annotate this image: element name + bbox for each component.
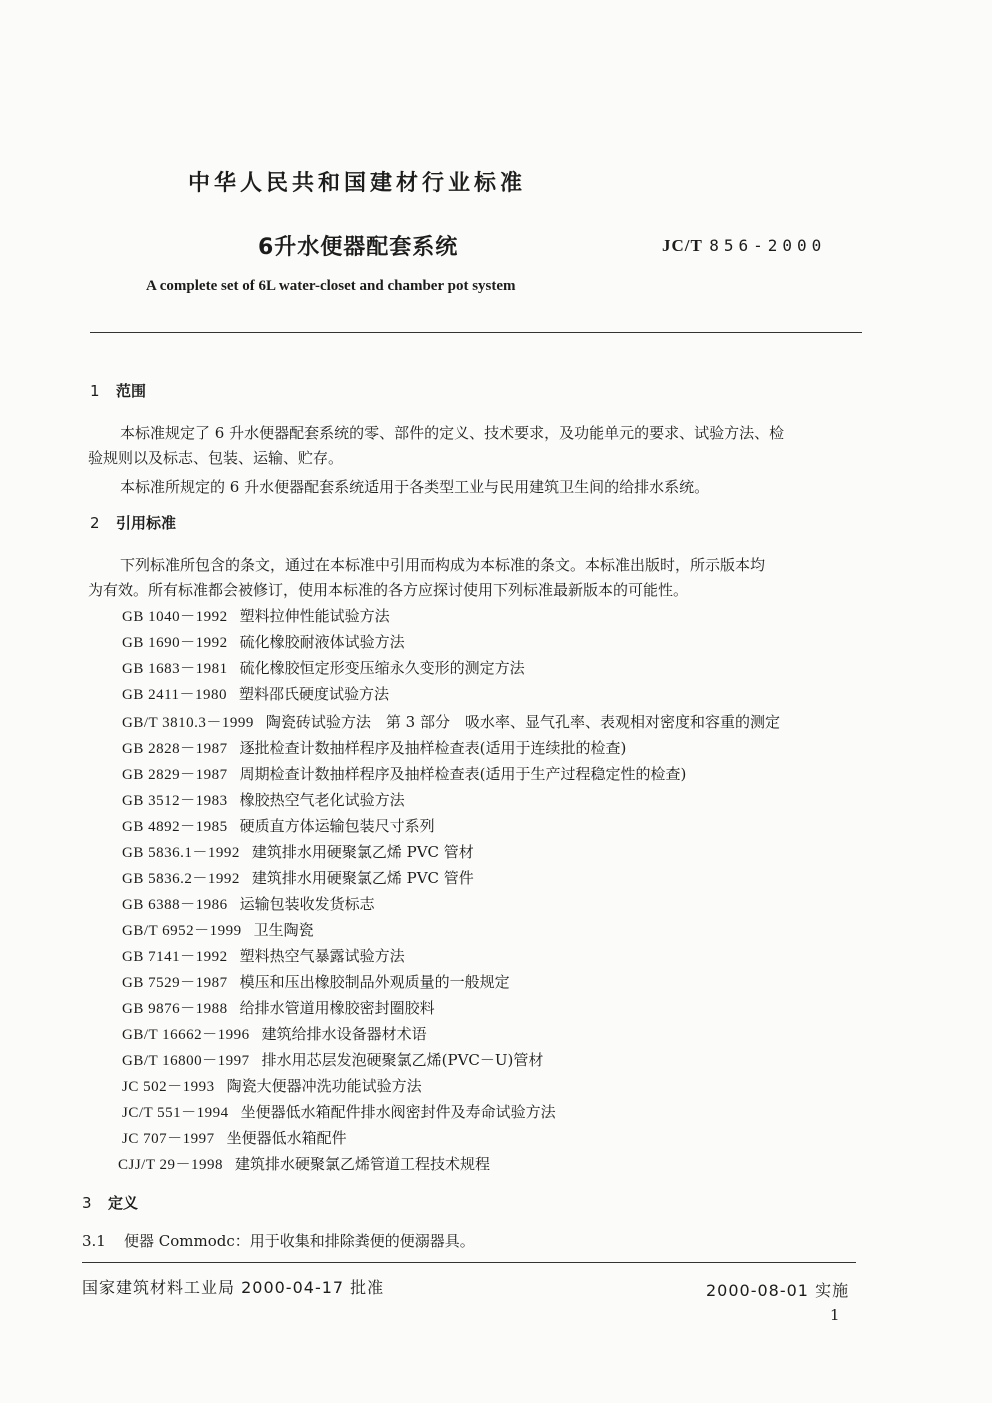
reference-item bbox=[122, 763, 686, 784]
issuing-authority: 中华人民共和国建材行业标准 bbox=[188, 171, 527, 196]
reference-item bbox=[122, 815, 435, 836]
reference-item bbox=[122, 1049, 543, 1070]
references-intro-line: 下列标准所包含的条文，通过在本标准中引用而构成为本标准的条文。本标准出版时，所示版本均 bbox=[120, 556, 766, 574]
reference-name: 建筑排水用硬聚氯乙烯 PVC 管件 bbox=[251, 869, 474, 887]
standard-code-number: 856-2000 bbox=[709, 236, 827, 255]
reference-item bbox=[122, 867, 474, 888]
scope-paragraph-line: 验规则以及标志、包装、运输、贮存。 bbox=[88, 449, 344, 467]
section-title: 引用标准 bbox=[116, 514, 177, 532]
reference-code: GB 6388－1986 bbox=[122, 897, 228, 913]
reference-name: 周期检查计数抽样程序及抽样检查表(适用于生产过程稳定性的检查) bbox=[239, 765, 687, 783]
reference-code: JC 707－1997 bbox=[122, 1131, 215, 1147]
english-subtitle: A complete set of 6L water-closet and chamber pot system bbox=[146, 278, 516, 294]
page-number: 1 bbox=[830, 1306, 840, 1324]
reference-name: 橡胶热空气老化试验方法 bbox=[239, 791, 405, 809]
section-title: 定义 bbox=[108, 1194, 139, 1212]
reference-name: 建筑给排水设备器材术语 bbox=[261, 1025, 427, 1043]
reference-name: 建筑排水用硬聚氯乙烯 PVC 管材 bbox=[251, 843, 474, 861]
reference-item bbox=[122, 1023, 427, 1044]
reference-name: 塑料邵氏硬度试验方法 bbox=[239, 685, 390, 703]
reference-item bbox=[122, 683, 389, 704]
reference-name: 硫化橡胶耐液体试验方法 bbox=[239, 633, 405, 651]
reference-item bbox=[122, 971, 510, 992]
reference-code: GB 2411－1980 bbox=[122, 687, 228, 703]
reference-name: 运输包装收发货标志 bbox=[239, 895, 375, 913]
reference-name: 卫生陶瓷 bbox=[253, 921, 314, 939]
reference-name: 硬质直方体运输包装尺寸系列 bbox=[239, 817, 435, 835]
footer-divider bbox=[82, 1262, 856, 1263]
reference-item bbox=[122, 1075, 422, 1096]
implementation-date: 2000-08-01 实施 bbox=[706, 1281, 850, 1300]
reference-item bbox=[118, 1153, 490, 1174]
section-title: 范围 bbox=[116, 382, 147, 400]
header-divider bbox=[90, 332, 862, 333]
reference-code: GB/T 16800－1997 bbox=[122, 1053, 250, 1069]
reference-item bbox=[122, 893, 375, 914]
reference-code: CJJ/T 29－1998 bbox=[118, 1157, 223, 1173]
section-heading-references bbox=[90, 512, 176, 533]
section-number: 2 bbox=[90, 514, 100, 532]
reference-item bbox=[122, 945, 405, 966]
reference-item bbox=[122, 997, 435, 1018]
definition-number: 3.1 bbox=[82, 1232, 106, 1250]
reference-item bbox=[122, 711, 780, 732]
reference-name: 模压和压出橡胶制品外观质量的一般规定 bbox=[239, 973, 510, 991]
reference-code: GB 5836.2－1992 bbox=[122, 871, 240, 887]
reference-code: GB 5836.1－1992 bbox=[122, 845, 240, 861]
section-heading-definitions bbox=[82, 1192, 138, 1213]
scope-paragraph: 本标准所规定的 6 升水便器配套系统适用于各类型工业与民用建筑卫生间的给排水系统。 bbox=[120, 478, 710, 496]
standard-code-prefix: JC/T bbox=[662, 236, 703, 255]
reference-name: 硫化橡胶恒定形变压缩永久变形的测定方法 bbox=[239, 659, 525, 677]
reference-name: 建筑排水硬聚氯乙烯管道工程技术规程 bbox=[235, 1155, 491, 1173]
reference-name: 给排水管道用橡胶密封圈胶料 bbox=[239, 999, 435, 1017]
reference-item bbox=[122, 1101, 556, 1122]
section-number: 1 bbox=[90, 382, 100, 400]
reference-code: GB 1040－1992 bbox=[122, 609, 228, 625]
reference-code: GB 9876－1988 bbox=[122, 1001, 228, 1017]
reference-item bbox=[122, 919, 314, 940]
reference-code: GB 7529－1987 bbox=[122, 975, 228, 991]
standard-code bbox=[662, 236, 826, 256]
reference-item bbox=[122, 657, 525, 678]
reference-name: 排水用芯层发泡硬聚氯乙烯(PVC－U)管材 bbox=[261, 1051, 544, 1069]
reference-item bbox=[122, 605, 390, 626]
reference-code: JC/T 551－1994 bbox=[122, 1105, 229, 1121]
reference-item bbox=[122, 631, 405, 652]
section-number: 3 bbox=[82, 1194, 92, 1212]
definition-item bbox=[82, 1230, 475, 1251]
reference-code: JC 502－1993 bbox=[122, 1079, 215, 1095]
reference-name: 陶瓷大便器冲洗功能试验方法 bbox=[226, 1077, 422, 1095]
reference-code: GB 1683－1981 bbox=[122, 661, 228, 677]
reference-code: GB 2829－1987 bbox=[122, 767, 228, 783]
reference-name: 塑料热空气暴露试验方法 bbox=[239, 947, 405, 965]
reference-name: 逐批检查计数抽样程序及抽样检查表(适用于连续批的检查) bbox=[239, 739, 627, 757]
reference-code: GB 3512－1983 bbox=[122, 793, 228, 809]
references-intro-line: 为有效。所有标准都会被修订，使用本标准的各方应探讨使用下列标准最新版本的可能性。 bbox=[88, 581, 689, 599]
reference-item bbox=[122, 841, 474, 862]
reference-item bbox=[122, 789, 405, 810]
reference-name: 坐便器低水箱配件排水阀密封件及寿命试验方法 bbox=[240, 1103, 556, 1121]
standard-title: 6升水便器配套系统 bbox=[258, 235, 459, 260]
scope-paragraph-line: 本标准规定了 6 升水便器配套系统的零、部件的定义、技术要求，及功能单元的要求、试验方法、检 bbox=[120, 424, 785, 442]
reference-code: GB/T 16662－1996 bbox=[122, 1027, 250, 1043]
definition-text: 便器 Commodc：用于收集和排除粪便的便溺器具。 bbox=[124, 1232, 475, 1250]
reference-item bbox=[122, 1127, 347, 1148]
reference-code: GB/T 3810.3－1999 bbox=[122, 715, 254, 731]
reference-name: 塑料拉伸性能试验方法 bbox=[239, 607, 390, 625]
reference-code: GB/T 6952－1999 bbox=[122, 923, 242, 939]
reference-code: GB 2828－1987 bbox=[122, 741, 228, 757]
approval-date: 国家建筑材料工业局 2000-04-17 批准 bbox=[82, 1278, 385, 1297]
reference-name: 坐便器低水箱配件 bbox=[226, 1129, 347, 1147]
reference-code: GB 4892－1985 bbox=[122, 819, 228, 835]
reference-code: GB 7141－1992 bbox=[122, 949, 228, 965]
reference-name: 陶瓷砖试验方法 第 3 部分 吸水率、显气孔率、表观相对密度和容重的测定 bbox=[265, 713, 780, 731]
reference-item bbox=[122, 737, 626, 758]
section-heading-scope bbox=[90, 380, 146, 401]
reference-code: GB 1690－1992 bbox=[122, 635, 228, 651]
